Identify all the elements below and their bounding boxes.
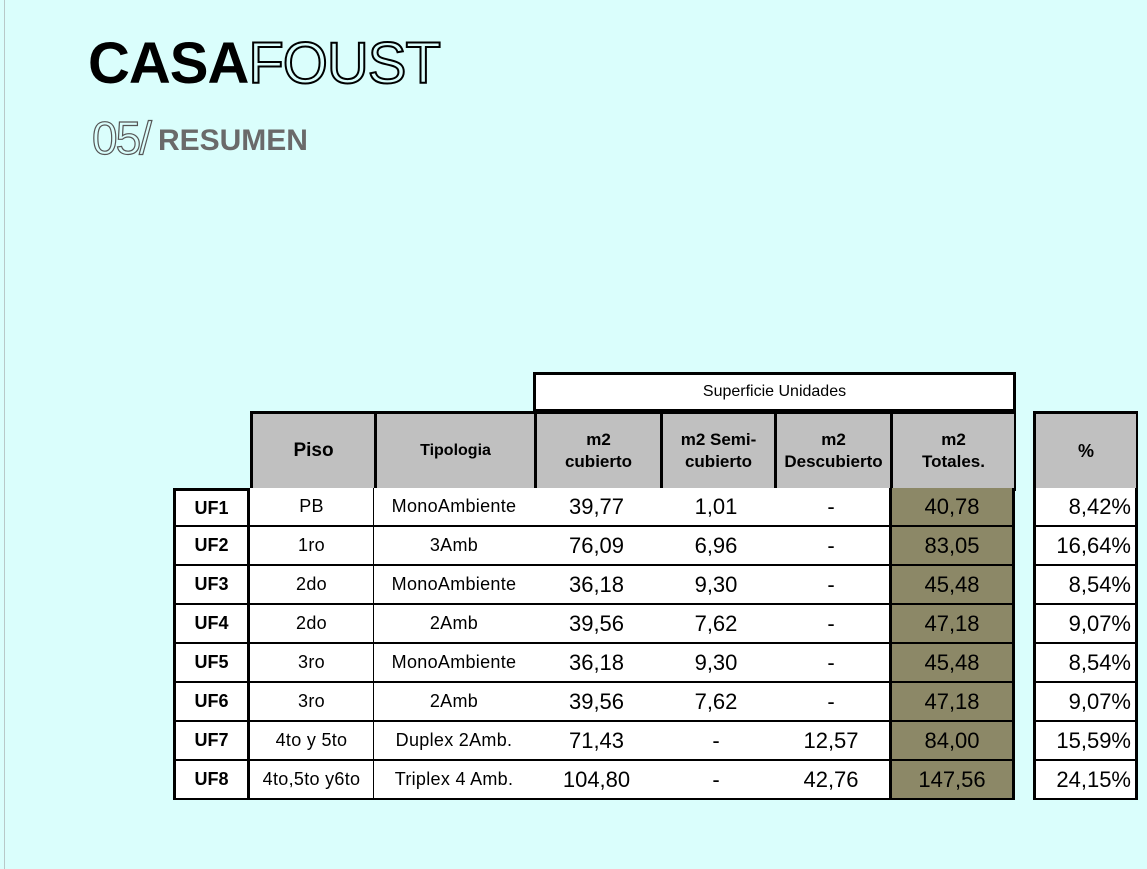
- header-tipologia: Tipologia: [374, 411, 536, 491]
- cell-semicubierto: 6,96: [659, 527, 775, 566]
- cell-piso: 4to,5to y6to: [250, 761, 375, 800]
- cell-cubierto: 39,77: [534, 488, 661, 527]
- header-m2-totales: [890, 411, 1016, 491]
- cell-percentage: 9,07%: [1033, 683, 1138, 722]
- cell-descubierto: -: [773, 605, 891, 644]
- header-m2-cubierto: [534, 411, 662, 491]
- cell-piso: 4to y 5to: [250, 722, 375, 761]
- brand-light-text: FOUST: [248, 31, 440, 96]
- row-uf-label: UF6: [173, 683, 250, 722]
- cell-descubierto: 42,76: [773, 761, 891, 800]
- cell-cubierto: 71,43: [534, 722, 661, 761]
- cell-total: 83,05: [889, 527, 1015, 566]
- row-uf-label: UF3: [173, 566, 250, 605]
- cell-semicubierto: -: [659, 761, 775, 800]
- cell-tipologia: 2Amb: [374, 683, 536, 722]
- cell-cubierto: 39,56: [534, 683, 661, 722]
- cell-tipologia: MonoAmbiente: [374, 488, 536, 527]
- cell-tipologia: 3Amb: [374, 527, 536, 566]
- cell-cubierto: 36,18: [534, 566, 661, 605]
- cell-piso: 3ro: [250, 644, 375, 683]
- cell-piso: 2do: [250, 605, 375, 644]
- cell-cubierto: 36,18: [534, 644, 661, 683]
- cell-cubierto: 104,80: [534, 761, 661, 800]
- cell-total: 147,56: [889, 761, 1015, 800]
- row-uf-label: UF8: [173, 761, 250, 800]
- units-table-body: [173, 488, 1131, 801]
- header-m2-descubierto-line2: Descubierto: [784, 452, 883, 471]
- cell-piso: 3ro: [250, 683, 375, 722]
- header-m2-cubierto-line2: cubierto: [564, 452, 633, 471]
- cell-piso: PB: [250, 488, 375, 527]
- cell-total: 45,48: [889, 644, 1015, 683]
- cell-percentage: 9,07%: [1033, 605, 1138, 644]
- cell-semicubierto: 7,62: [659, 605, 775, 644]
- cell-total: 47,18: [889, 605, 1015, 644]
- page-left-border: [4, 0, 5, 869]
- row-uf-label: UF7: [173, 722, 250, 761]
- header-m2-cubierto-line1: m2: [586, 430, 611, 449]
- cell-percentage: 16,64%: [1033, 527, 1138, 566]
- cell-piso: 2do: [250, 566, 375, 605]
- section-heading: [92, 112, 308, 176]
- cell-tipologia: MonoAmbiente: [374, 566, 536, 605]
- superficie-group-header: Superficie Unidades: [533, 372, 1016, 412]
- header-m2-semicubierto-line1: m2 Semi-: [680, 430, 757, 449]
- cell-descubierto: -: [773, 683, 891, 722]
- header-m2-semicubierto-line2: cubierto: [684, 452, 753, 471]
- header-m2-descubierto-line1: m2: [821, 430, 846, 449]
- row-uf-label: UF2: [173, 527, 250, 566]
- header-m2-totales-line1: m2: [941, 430, 966, 449]
- cell-percentage: 8,42%: [1033, 488, 1138, 527]
- header-m2-totales-line2: Totales.: [922, 452, 985, 471]
- row-uf-label: UF1: [173, 488, 250, 527]
- cell-descubierto: 12,57: [773, 722, 891, 761]
- cell-total: 40,78: [889, 488, 1015, 527]
- row-uf-label: UF5: [173, 644, 250, 683]
- cell-tipologia: Triplex 4 Amb.: [374, 761, 536, 800]
- cell-total: 45,48: [889, 566, 1015, 605]
- cell-cubierto: 76,09: [534, 527, 661, 566]
- brand-logo: [88, 32, 440, 96]
- header-m2-semicubierto: [660, 411, 776, 491]
- section-title: RESUMEN: [157, 124, 308, 157]
- cell-piso: 1ro: [250, 527, 375, 566]
- cell-cubierto: 39,56: [534, 605, 661, 644]
- cell-total: 84,00: [889, 722, 1015, 761]
- cell-percentage: 8,54%: [1033, 644, 1138, 683]
- brand-bold-text: CASA: [88, 31, 249, 96]
- cell-tipologia: Duplex 2Amb.: [374, 722, 536, 761]
- section-number: 05/: [92, 112, 150, 164]
- cell-descubierto: -: [773, 527, 891, 566]
- header-m2-descubierto: [774, 411, 892, 491]
- cell-tipologia: 2Amb: [374, 605, 536, 644]
- cell-semicubierto: 9,30: [659, 644, 775, 683]
- cell-percentage: 8,54%: [1033, 566, 1138, 605]
- cell-semicubierto: 1,01: [659, 488, 775, 527]
- row-uf-label: UF4: [173, 605, 250, 644]
- cell-tipologia: MonoAmbiente: [374, 644, 536, 683]
- cell-semicubierto: 9,30: [659, 566, 775, 605]
- cell-descubierto: -: [773, 488, 891, 527]
- cell-descubierto: -: [773, 644, 891, 683]
- cell-semicubierto: -: [659, 722, 775, 761]
- header-piso: Piso: [250, 411, 376, 491]
- cell-semicubierto: 7,62: [659, 683, 775, 722]
- header-percentage: %: [1033, 411, 1138, 491]
- cell-percentage: 24,15%: [1033, 761, 1138, 800]
- cell-descubierto: -: [773, 566, 891, 605]
- cell-total: 47,18: [889, 683, 1015, 722]
- cell-percentage: 15,59%: [1033, 722, 1138, 761]
